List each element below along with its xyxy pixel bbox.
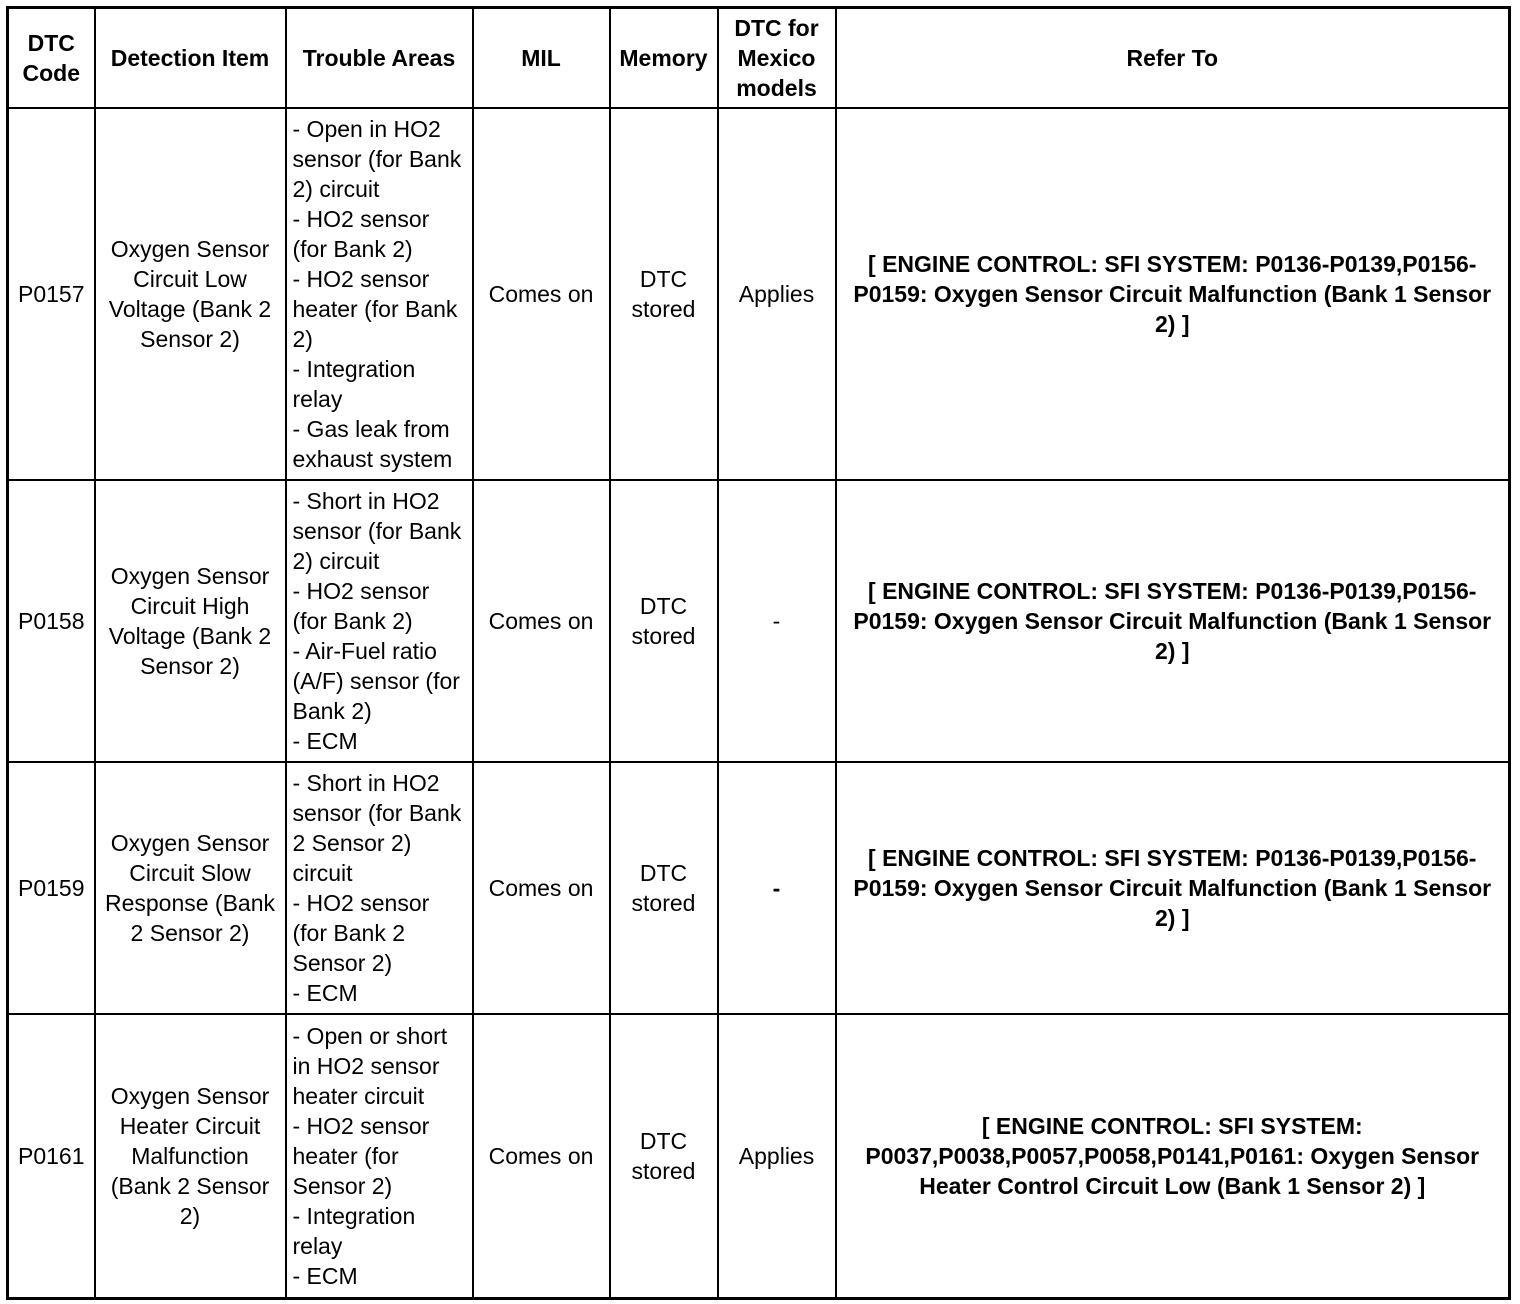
header-row [8,8,1510,109]
refer-to-link[interactable]: [ ENGINE CONTROL: SFI SYSTEM: P0136-P0139,P0156-P0159: Oxygen Sensor Circuit Malfunction (Bank 1 Sensor 2) ] [836,480,1510,762]
header-refer-to: Refer To [836,8,1510,109]
trouble-areas-cell [286,1014,473,1298]
trouble-areas-cell [286,762,473,1014]
trouble-areas-cell [286,480,473,762]
trouble-area-item: - HO2 sensor (for Bank 2) [292,206,430,262]
dtc-code-cell: P0157 [8,108,95,480]
trouble-area-item: - Integration relay [292,356,416,412]
mil-cell: Comes on [473,762,610,1014]
mexico-models-cell: - [718,480,836,762]
trouble-area-item: - Short in HO2 sensor (for Bank 2 Sensor 2) circuit [292,770,462,886]
table-row [8,1014,1510,1298]
memory-cell: DTC stored [610,480,718,762]
header-memory: Memory [610,8,718,109]
refer-to-link[interactable]: [ ENGINE CONTROL: SFI SYSTEM: P0136-P0139,P0156-P0159: Oxygen Sensor Circuit Malfunction (Bank 1 Sensor 2) ] [836,108,1510,480]
mil-cell: Comes on [473,108,610,480]
dtc-code-cell: P0158 [8,480,95,762]
trouble-area-item: - Open or short in HO2 sensor heater circuit [292,1022,448,1109]
mil-cell: Comes on [473,1014,610,1298]
detection-item-cell: Oxygen Sensor Circuit High Voltage (Bank 2 Sensor 2) [95,480,286,762]
trouble-area-item: - HO2 sensor heater (for Bank 2) [292,266,458,352]
trouble-area-item: - HO2 sensor (for Bank 2) [292,578,430,634]
mexico-models-cell: Applies [718,1014,836,1298]
trouble-area-item: - ECM [292,728,358,754]
detection-item-cell: Oxygen Sensor Circuit Slow Response (Bank 2 Sensor 2) [95,762,286,1014]
detection-item-cell: Oxygen Sensor Heater Circuit Malfunction (Bank 2 Sensor 2) [95,1014,286,1298]
table-row [8,108,1510,480]
trouble-area-item: - ECM [292,980,358,1006]
mil-cell: Comes on [473,480,610,762]
trouble-area-item: - Gas leak from exhaust system [292,416,453,472]
memory-cell: DTC stored [610,108,718,480]
trouble-area-item: - Air-Fuel ratio (A/F) sensor (for Bank 2) [292,638,460,724]
trouble-areas-cell [286,108,473,480]
header-dtc-code: DTC Code [8,8,95,109]
trouble-area-item: - HO2 sensor (for Bank 2 Sensor 2) [292,890,430,976]
memory-cell: DTC stored [610,762,718,1014]
header-mexico-models: DTC for Mexico models [718,8,836,109]
table-row [8,762,1510,1014]
dtc-code-cell: P0161 [8,1014,95,1298]
trouble-area-item: - ECM [292,1262,358,1289]
refer-to-link[interactable]: [ ENGINE CONTROL: SFI SYSTEM: P0037,P0038,P0057,P0058,P0141,P0161: Oxygen Sensor Heater Control Circuit Low (Bank 1 Sensor 2) ] [836,1014,1510,1298]
trouble-area-item: - Short in HO2 sensor (for Bank 2) circuit [292,488,462,574]
dtc-table [6,6,1511,1300]
trouble-area-item: - Open in HO2 sensor (for Bank 2) circuit [292,116,462,202]
table-body [8,108,1510,1298]
detection-item-cell: Oxygen Sensor Circuit Low Voltage (Bank 2 Sensor 2) [95,108,286,480]
mexico-models-cell: - [718,762,836,1014]
trouble-area-item: - Integration relay [292,1202,416,1259]
table-header [8,8,1510,109]
header-detection-item: Detection Item [95,8,286,109]
refer-to-link[interactable]: [ ENGINE CONTROL: SFI SYSTEM: P0136-P0139,P0156-P0159: Oxygen Sensor Circuit Malfunction (Bank 1 Sensor 2) ] [836,762,1510,1014]
header-mil: MIL [473,8,610,109]
memory-cell: DTC stored [610,1014,718,1298]
dtc-code-cell: P0159 [8,762,95,1014]
dtc-table-sheet [6,6,1508,1299]
mexico-models-cell: Applies [718,108,836,480]
table-row [8,480,1510,762]
trouble-area-item: - HO2 sensor heater (for Sensor 2) [292,1112,430,1199]
header-trouble-areas: Trouble Areas [286,8,473,109]
